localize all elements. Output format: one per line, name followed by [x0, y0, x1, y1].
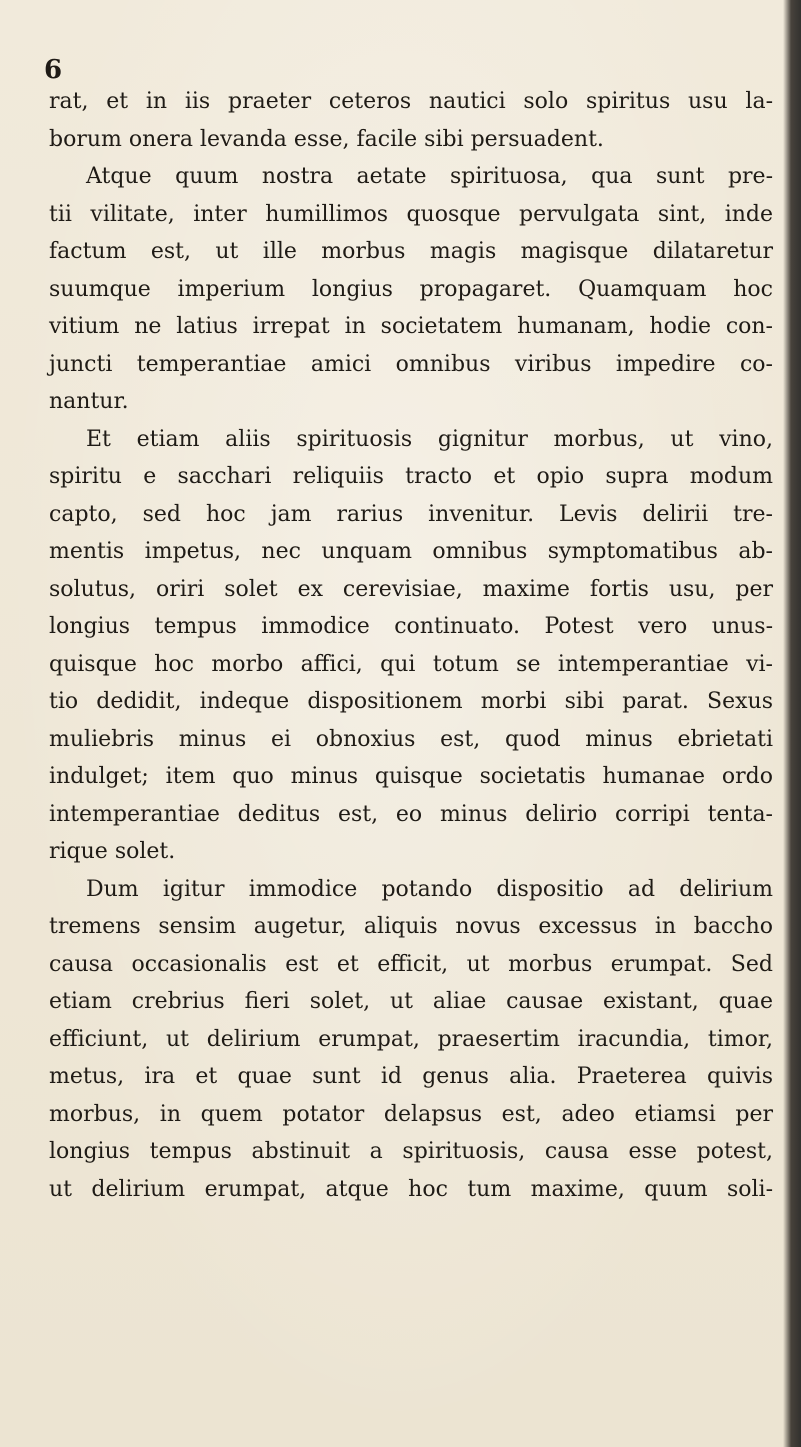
text-line: spiritu e sacchari reliquiis tracto et opio supra modum [49, 464, 773, 489]
text-line: juncti temperantiae amici omnibus viribus impedire co- [49, 351, 773, 377]
text-line: longius tempus abstinuit a spirituosis, causa esse potest, [49, 1139, 773, 1164]
text-line: tii vilitate, inter humillimos quosque pervulgata sint, inde [49, 201, 773, 227]
text-line: factum est, ut ille morbus magis magisque dilataretur [49, 239, 773, 264]
text-line: longius tempus immodice continuato. Potest vero unus- [49, 614, 773, 639]
text-line: capto, sed hoc jam rarius invenitur. Levis delirii tre- [49, 501, 773, 527]
text-line: ut delirium erumpat, atque hoc tum maxime, quum soli- [49, 1176, 773, 1202]
text-line: quisque hoc morbo affici, qui totum se intemperantiae vi- [49, 651, 773, 677]
text-line: Et etiam aliis spirituosis gignitur morbus, ut vino, [86, 426, 773, 452]
text-line: indulget; item quo minus quisque societatis humanae ordo [49, 764, 773, 789]
page-number: 6 [44, 55, 63, 85]
text-line: muliebris minus ei obnoxius est, quod minus ebrietati [49, 726, 773, 752]
text-line: tremens sensim augetur, aliquis novus excessus in baccho [49, 914, 773, 939]
page-edge-shadow [783, 0, 801, 1447]
text-line: solutus, oriri solet ex cerevisiae, maxime fortis usu, per [49, 576, 773, 602]
text-line: suumque imperium longius propagaret. Quamquam hoc [49, 276, 773, 302]
text-line: mentis impetus, nec unquam omnibus symptomatibus ab- [49, 539, 773, 564]
text-line: nantur. [49, 389, 129, 414]
text-line: rique solet. [49, 839, 176, 864]
text-line: borum onera levanda esse, facile sibi persuadent. [49, 126, 604, 152]
text-line: causa occasionalis est et efficit, ut morbus erumpat. Sed [49, 951, 773, 977]
text-line: etiam crebrius fieri solet, ut aliae causae existant, quae [49, 989, 773, 1014]
text-line: morbus, in quem potator delapsus est, adeo etiamsi per [49, 1101, 773, 1127]
text-line: efficiunt, ut delirium erumpat, praesertim iracundia, timor, [49, 1026, 773, 1052]
text-line: tio dedidit, indeque dispositionem morbi sibi parat. Sexus [49, 689, 773, 714]
text-line: Atque quum nostra aetate spirituosa, qua sunt pre- [86, 164, 773, 189]
text-line: vitium ne latius irrepat in societatem humanam, hodie con- [49, 314, 773, 339]
text-line: Dum igitur immodice potando dispositio ad delirium [86, 876, 773, 902]
text-line: metus, ira et quae sunt id genus alia. Praeterea quivis [49, 1064, 773, 1089]
text-line: intemperantiae deditus est, eo minus delirio corripi tenta- [49, 801, 773, 827]
body-text [49, 83, 773, 1208]
text-line: rat, et in iis praeter ceteros nautici solo spiritus usu la- [49, 89, 773, 114]
